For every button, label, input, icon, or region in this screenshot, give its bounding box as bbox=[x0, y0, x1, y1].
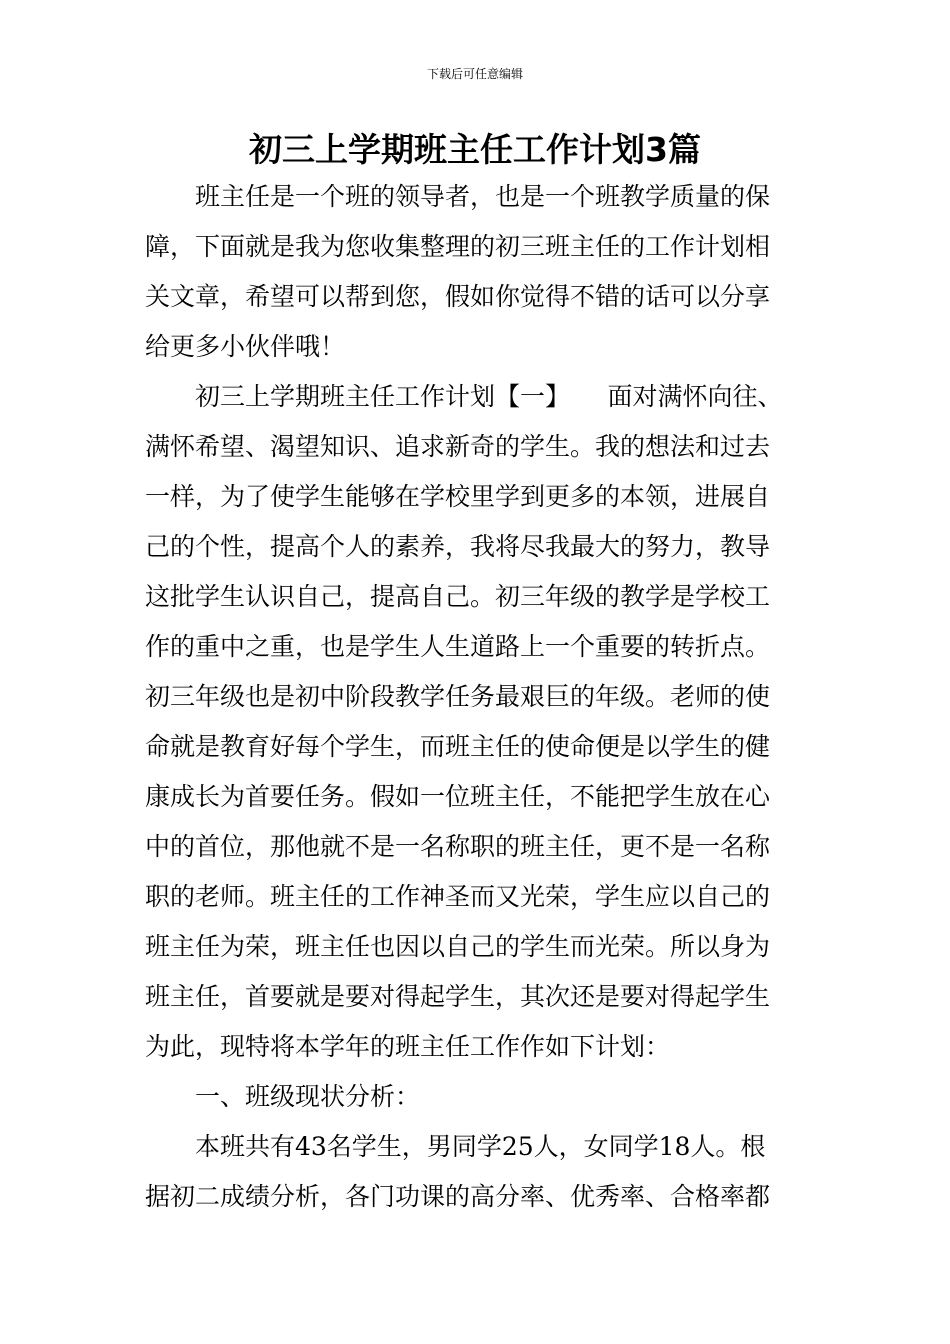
body-line: 职的老师。班主任的工作神圣而又光荣，学生应以自己的 bbox=[145, 882, 771, 911]
body-line: 一样，为了使学生能够在学校里学到更多的本领，进展自 bbox=[145, 482, 771, 511]
body-line: 满怀希望、渴望知识、追求新奇的学生。我的想法和过去 bbox=[145, 432, 771, 461]
body-line: 关文章，希望可以帮到您，假如你觉得不错的话可以分享 bbox=[145, 282, 771, 311]
body-line: 班主任是一个班的领导者，也是一个班教学质量的保 bbox=[145, 182, 771, 211]
body-line: 给更多小伙伴哦！ bbox=[145, 332, 346, 361]
body-line: 这批学生认识自己，提高自己。初三年级的教学是学校工 bbox=[145, 582, 771, 611]
body-line: 作的重中之重，也是学生人生道路上一个重要的转折点。 bbox=[145, 632, 771, 661]
section-heading-line: 初三上学期班主任工作计划【一】 面对满怀向往、 bbox=[145, 382, 783, 411]
document-title: 初三上学期班主任工作计划3篇 bbox=[249, 130, 701, 169]
body-line: 障，下面就是我为您收集整理的初三班主任的工作计划相 bbox=[145, 232, 771, 261]
body-line: 中的首位，那他就不是一名称职的班主任，更不是一名称 bbox=[145, 832, 771, 861]
body-line: 为此，现特将本学年的班主任工作作如下计划： bbox=[145, 1032, 671, 1061]
body-line: 据初二成绩分析，各门功课的高分率、优秀率、合格率都 bbox=[145, 1182, 771, 1211]
body-line: 己的个性，提高个人的素养，我将尽我最大的努力，教导 bbox=[145, 532, 771, 561]
body-line: 班主任，首要就是要对得起学生，其次还是要对得起学生 bbox=[145, 982, 771, 1011]
subsection-heading-line: 一、班级现状分析： bbox=[145, 1082, 421, 1111]
body-line: 本班共有43名学生，男同学25人，女同学18人。根 bbox=[145, 1132, 766, 1161]
body-line: 初三年级也是初中阶段教学任务最艰巨的年级。老师的使 bbox=[145, 682, 771, 711]
body-line: 命就是教育好每个学生，而班主任的使命便是以学生的健 bbox=[145, 732, 771, 761]
body-line: 班主任为荣，班主任也因以自己的学生而光荣。所以身为 bbox=[145, 932, 771, 961]
header-note: 下载后可任意编辑 bbox=[426, 67, 523, 81]
body-line: 康成长为首要任务。假如一位班主任，不能把学生放在心 bbox=[145, 782, 771, 811]
